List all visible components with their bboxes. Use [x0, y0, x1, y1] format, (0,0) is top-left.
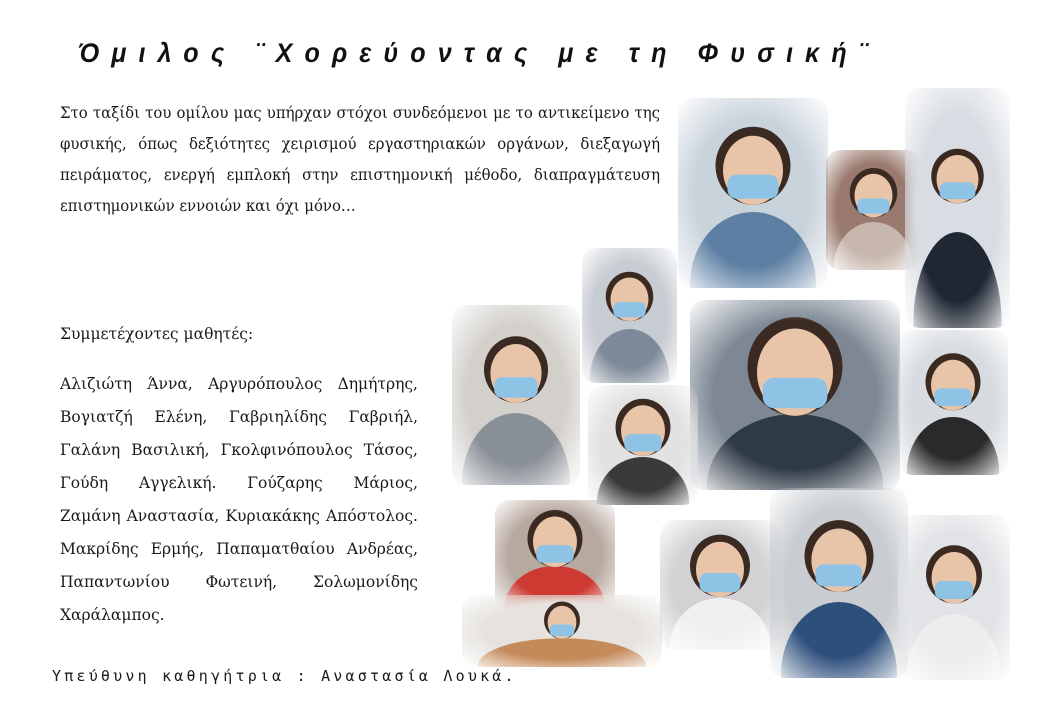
participants-line: Χαράλαμπος.: [60, 606, 165, 624]
participants-label: Συμμετέχοντες μαθητές:: [60, 325, 254, 343]
face-mask: [494, 377, 538, 397]
photo-girl-standing-lab: [905, 88, 1010, 328]
face-mask: [935, 581, 973, 599]
participants-line: Ζαμάνη Αναστασία, Κυριακάκης Απόστολος.: [60, 507, 418, 525]
participants-line: Παπαντωνίου Φωτεινή, Σολωμονίδης: [60, 573, 418, 591]
teacher-credit: Υπεύθυνη καθηγήτρια : Αναστασία Λουκά.: [52, 667, 517, 685]
photo-hands-copper-rod: [462, 595, 662, 667]
photo-boy-blue-mask-center: [660, 520, 780, 650]
face-mask: [816, 564, 863, 586]
photo-image: [905, 88, 1010, 328]
photo-girl-experiment-table: [452, 305, 580, 485]
face-mask: [624, 434, 661, 452]
participants-list: [60, 368, 418, 632]
photo-image: [770, 488, 908, 678]
participants-line: Γαλάνη Βασιλική, Γκολφινόπουλος Τάσος,: [60, 441, 418, 459]
photo-boy-cap-lab-bench: [770, 488, 908, 678]
photo-students-lab-water-tank: [678, 98, 828, 288]
participants-line: Μακρίδης Ερμής, Παπαματθαίου Ανδρέας,: [60, 540, 418, 558]
photo-image: [898, 330, 1008, 475]
face-mask: [940, 182, 976, 199]
participants-line: Γούδη Αγγελική. Γούζαρης Μάριος,: [60, 474, 418, 492]
photo-image: [690, 300, 900, 490]
photo-image: [898, 515, 1010, 680]
photo-image: [588, 385, 698, 505]
face-mask: [763, 378, 828, 408]
intro-paragraph: [60, 98, 660, 222]
face-mask: [550, 625, 574, 637]
face-mask: [934, 388, 971, 406]
intro-text: Στο ταξίδι του ομίλου μας υπήρχαν στόχοι συνδεόμενοι με το αντικείμενο της φυσικής, όπως δεξιότητες χειρισμού εργαστηριακών οργάνων, διεξαγωγή πειράματος, ενεργή εμπλοκή στην επιστημονική μέθοδο, διαπραγμάτευση επιστημονικών εννοιών και όχι μόνο…: [60, 104, 660, 215]
face-mask: [700, 573, 741, 592]
photo-boy-motor-apparatus: [690, 300, 900, 490]
photo-girl-blue-mask: [582, 248, 677, 383]
photo-image: [462, 595, 662, 667]
photo-image: [452, 305, 580, 485]
photo-girl-glasses-black-mask: [588, 385, 698, 505]
face-mask: [536, 545, 573, 563]
page-title: Όμιλος ¨Χορεύοντας με τη Φυσική¨: [78, 38, 880, 68]
face-mask: [728, 175, 779, 199]
photo-image: [660, 520, 780, 650]
photo-image: [582, 248, 677, 383]
photo-image: [495, 500, 615, 610]
photo-image: [678, 98, 828, 288]
photo-boy-black-mask: [898, 330, 1008, 475]
face-mask: [857, 198, 889, 213]
participants-line: Βογιατζή Ελένη, Γαβριηλίδης Γαβριήλ,: [60, 408, 418, 426]
face-mask: [613, 302, 645, 317]
participants-line: Αλιζιώτη Άννα, Αργυρόπουλος Δημήτρης,: [60, 375, 418, 393]
photo-boy-red-shirt: [495, 500, 615, 610]
photo-boy-navy-mask: [898, 515, 1010, 680]
